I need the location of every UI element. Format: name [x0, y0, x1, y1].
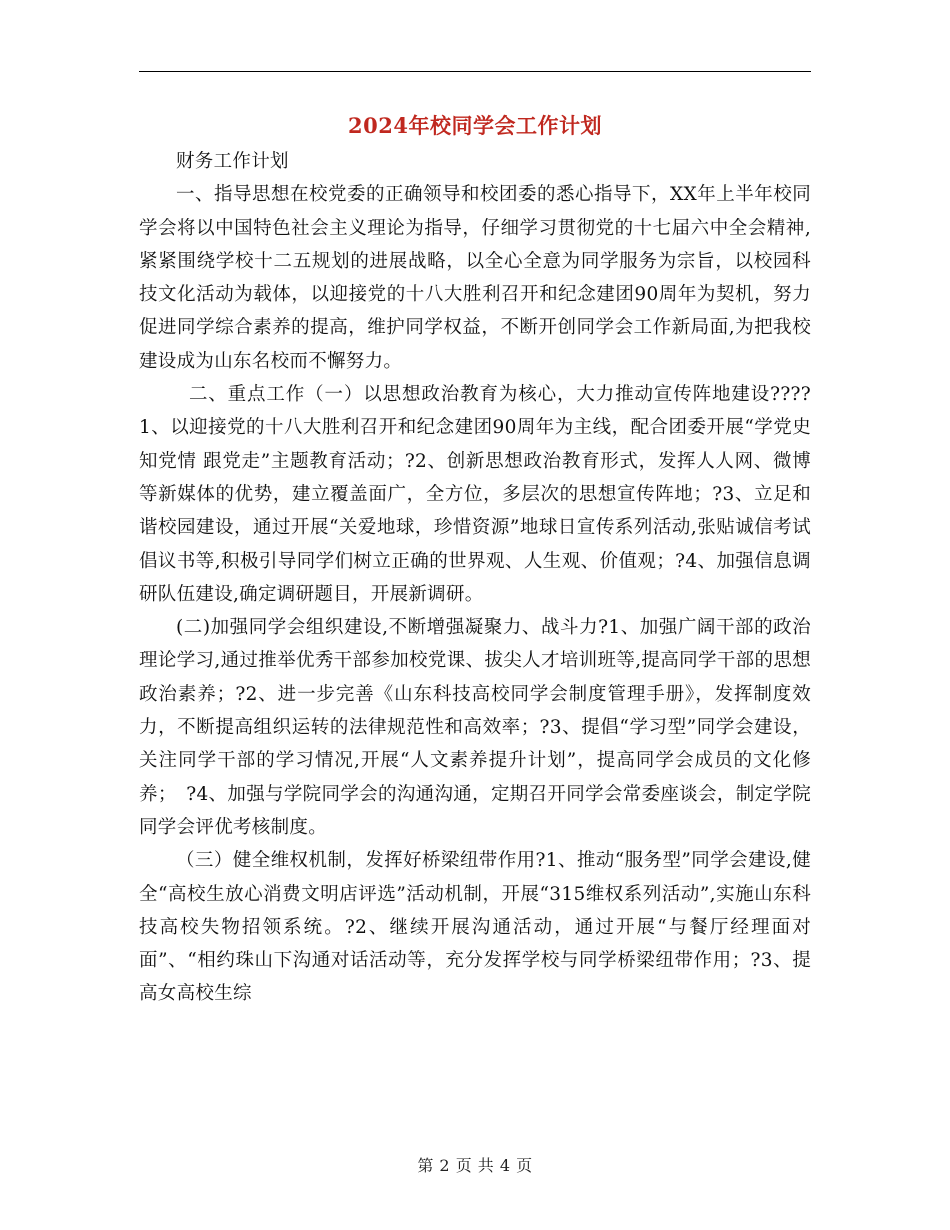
body-paragraph: 一、指导思想在校党委的正确领导和校团委的悉心指导下，XX年上半年校同学会将以中国特色社会主义理论为指导，仔细学习贯彻党的十七届六中全会精神,紧紧围绕学校十二五规划的进展战略，以全心全意为同学服务为宗旨，以校园科技文化活动为载体，以迎接党的十八大胜利召开和纪念建团90周年为契机，努力促进同学综合素养的提高，维护同学权益，不断开创同学会工作新局面,为把我校建设成为山东名校而不懈努力。 — [139, 184, 811, 372]
body-paragraph: (二)加强同学会组织建设,不断增强凝聚力、战斗力?1、加强广阔干部的政治理论学习,通过推举优秀干部参加校党课、拔尖人才培训班等,提高同学干部的思想政治素养；?2、进一步完善《山东科技高校同学会制度管理手册》，发挥制度效力，不断提高组织运转的法律规范性和高效率；?3、提倡“学习型”同学会建设，关注同学干部的学习情况,开展“人文素养提升计划”，提高同学会成员的文化修养； ?4、加强与学院同学会的沟通沟通，定期召开同学会常委座谈会，制定学院同学会评优考核制度。 — [139, 617, 811, 838]
header-rule — [139, 71, 811, 72]
body-paragraph: （三）健全维权机制，发挥好桥梁纽带作用?1、推动“服务型”同学会建设,健全“高校生放心消费文明店评选”活动机制，开展“315维权系列活动”,实施山东科技高校失物招领系统。?2、继续开展沟通活动，通过开展“与餐厅经理面对面”、“相约珠山下沟通对话活动等，充分发挥学校与同学桥梁纽带作用；?3、提高女高校生综 — [139, 850, 811, 1005]
document-body — [139, 145, 811, 1011]
body-paragraph: 二、重点工作（一）以思想政治教育为核心，大力推动宣传阵地建设???? 1、以迎接党的十八大胜利召开和纪念建团90周年为主线，配合团委开展“学党史知党情 跟党走”主题教育活动；?2、创新思想政治教育形式，发挥人人网、微博等新媒体的优势，建立覆盖面广，全方位，多层次的思想宣传阵地；?3、立足和谐校园建设，通过开展“关爱地球，珍惜资源”地球日宣传系列活动,张贴诚信考试倡议书等,积极引导同学们树立正确的世界观、人生观、价值观；?4、加强信息调研队伍建设,确定调研题目，开展新调研。 — [139, 384, 811, 605]
body-paragraph: 财务工作计划 — [176, 151, 289, 172]
document-title: 2024年校同学会工作计划 — [348, 113, 602, 138]
page-footer: 第 2 页 共 4 页 — [417, 1156, 533, 1175]
